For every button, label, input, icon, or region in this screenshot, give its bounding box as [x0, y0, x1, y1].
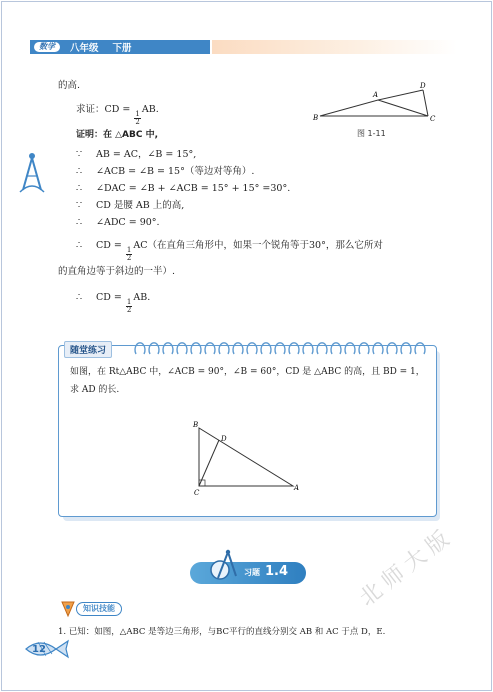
therefore-symbol: ∴ [76, 166, 83, 177]
half-fraction [126, 247, 132, 262]
fraction-denominator: 2 [126, 306, 132, 314]
therefore-symbol: ∴ [76, 292, 83, 303]
proof-line-2: ∠ACB = ∠B = 15°（等边对等角）. [96, 166, 255, 177]
header-gradient-band [212, 40, 457, 54]
fig1-label-c: C [430, 115, 436, 123]
fig2-label-c: C [194, 489, 200, 497]
fraction-numerator: 1 [126, 298, 132, 306]
proof-line-4: CD 是腰 AB 上的高, [96, 200, 185, 211]
fig2-label-d: D [221, 435, 227, 443]
fraction-numerator: 1 [135, 110, 140, 118]
proof-heading: 证明：在 △ABC 中, [76, 130, 159, 140]
exercise-number: 1.4 [265, 564, 289, 579]
exercise-question-1: 1. 已知：如图，△ABC 是等边三角形，与BC平行的直线分别交 AB 和 AC 于点 D，E. [58, 627, 386, 637]
header-volume: 下册 [112, 43, 132, 54]
practice-line-2: 求 AD 的长. [70, 385, 120, 395]
proof-line-5: ∠ADC = 90°. [96, 217, 160, 228]
fig2-label-a: A [294, 484, 300, 492]
fig2-label-b: B [193, 421, 199, 429]
proof-line-7: 的直角边等于斜边的一半）. [58, 266, 176, 277]
watermark: 北师大版 [355, 522, 459, 612]
fig1-label-b: B [313, 114, 319, 122]
therefore-symbol: ∴ [76, 240, 83, 251]
figure-1-11-triangle [310, 80, 450, 125]
page-header [30, 40, 210, 54]
therefore-symbol: ∴ [76, 183, 83, 194]
fig1-label-d: D [420, 82, 426, 90]
practice-line-1: 如图，在 Rt△ABC 中，∠ACB = 90°，∠B = 60°，CD 是 △ABC 的高，且 BD = 1， [70, 367, 425, 377]
header-subject: 数学 [34, 42, 60, 52]
half-fraction [134, 111, 140, 126]
header-tag [30, 40, 210, 54]
pencil-icon [60, 600, 76, 618]
half-fraction [126, 299, 132, 314]
prove-suffix: AB. [141, 104, 159, 115]
exercise-label: 习题 [244, 568, 260, 577]
line8-prefix: CD = [96, 292, 125, 303]
because-symbol: ∵ [76, 200, 83, 211]
line8-suffix: AB. [133, 292, 151, 303]
fraction-denominator: 2 [126, 254, 132, 262]
prove-prefix: 求证：CD = [76, 104, 134, 115]
line6-suffix: AC（在直角三角形中，如果一个锐角等于30°，那么它所对 [133, 240, 383, 251]
compass-icon [17, 150, 47, 196]
practice-title: 随堂练习 [64, 341, 112, 358]
proof-line-6 [96, 240, 383, 262]
ruler-compass-icon [208, 548, 240, 582]
fraction-denominator: 2 [135, 118, 140, 126]
knowledge-skills-badge: 知识技能 [76, 602, 122, 616]
fig1-label-a: A [373, 91, 379, 99]
text-gao: 的高. [58, 80, 81, 91]
header-grade: 八年级 [70, 43, 99, 54]
proof-line-8 [96, 292, 150, 314]
practice-right-triangle [185, 420, 305, 500]
fraction-numerator: 1 [126, 246, 132, 254]
notebook-rings [130, 336, 430, 358]
proof-line-1: AB = AC，∠B = 15°, [96, 149, 197, 160]
proof-line-3: ∠DAC = ∠B + ∠ACB = 15° + 15° =30°. [96, 183, 291, 194]
because-symbol: ∵ [76, 149, 83, 160]
fish-icon [22, 636, 70, 662]
therefore-symbol: ∴ [76, 217, 83, 228]
figure-caption: 图 1-11 [357, 129, 386, 138]
line6-prefix: CD = [96, 240, 125, 251]
prove-statement [76, 104, 159, 126]
page-number: 12 [32, 644, 46, 655]
